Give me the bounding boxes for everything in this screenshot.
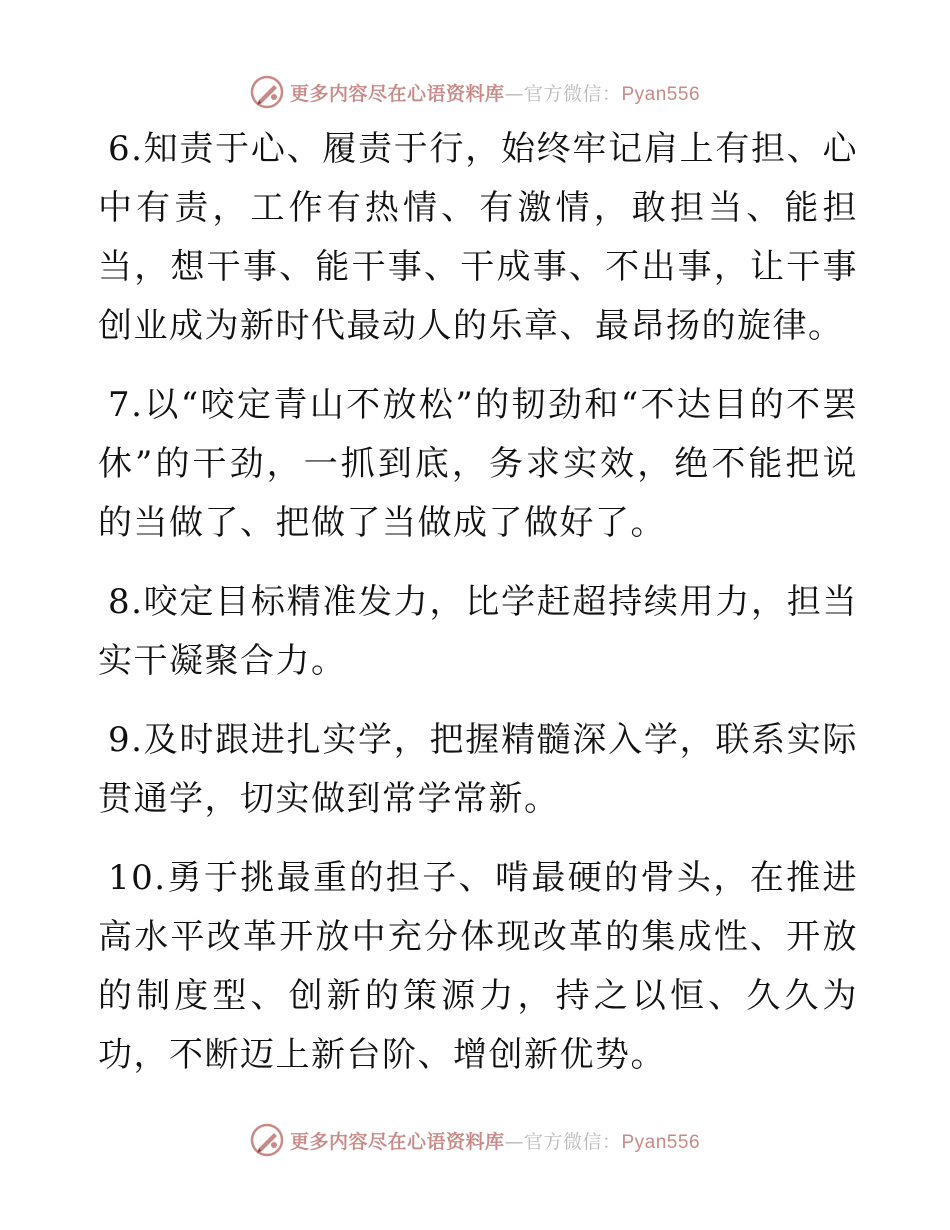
watermark-wechat-id: Pyan556	[621, 83, 701, 105]
item-number: 9.	[108, 720, 144, 760]
item-number: 6.	[108, 129, 144, 169]
item-text: 勇于挑最重的担子、啃最硬的骨头，在推进高水平改革开放中充分体现改革的集成性、开放的制度型、创新的策源力，持之以恒、久久为功，不断迈上新台阶、增创新优势。	[98, 858, 858, 1075]
list-item-7	[98, 376, 858, 553]
item-text: 知责于心、履责于行，始终牢记肩上有担、心中有责，工作有热情、有激情，敢担当、能担当，想干事、能干事、干成事、不出事，让干事创业成为新时代最动人的乐章、最昂扬的旋律。	[98, 129, 858, 346]
watermark-text	[290, 1127, 700, 1154]
item-text: 及时跟进扎实学，把握精髓深入学，联系实际贯通学，切实做到常学常新。	[98, 720, 858, 819]
item-number: 8.	[108, 582, 144, 622]
item-text: 咬定目标精准发力，比学赶超持续用力，担当实干凝聚合力。	[98, 582, 858, 681]
list-item-10	[98, 849, 858, 1085]
quill-pen-logo-icon	[250, 1123, 284, 1157]
watermark-separator: —	[504, 82, 524, 105]
list-item-9	[98, 711, 858, 829]
footer-watermark	[0, 1120, 950, 1160]
watermark-separator: —	[504, 1130, 524, 1153]
watermark-main-text: 更多内容尽在心语资料库	[289, 82, 505, 105]
item-number: 10.	[108, 858, 167, 898]
watermark-main-text: 更多内容尽在心语资料库	[289, 1130, 505, 1153]
document-body	[98, 120, 858, 1105]
header-watermark	[0, 72, 950, 112]
watermark-text	[290, 79, 700, 106]
item-text: 以“咬定青山不放松”的韧劲和“不达目的不罢休”的干劲，一抓到底，务求实效，绝不能把说的当做了、把做了当做成了做好了。	[98, 385, 858, 543]
quill-pen-logo-icon	[250, 75, 284, 109]
list-item-8	[98, 573, 858, 691]
item-number: 7.	[108, 385, 144, 425]
watermark-wechat-id: Pyan556	[621, 1131, 701, 1153]
watermark-wechat-label: 官方微信：	[523, 1130, 622, 1153]
watermark-wechat-label: 官方微信：	[523, 82, 622, 105]
list-item-6	[98, 120, 858, 356]
